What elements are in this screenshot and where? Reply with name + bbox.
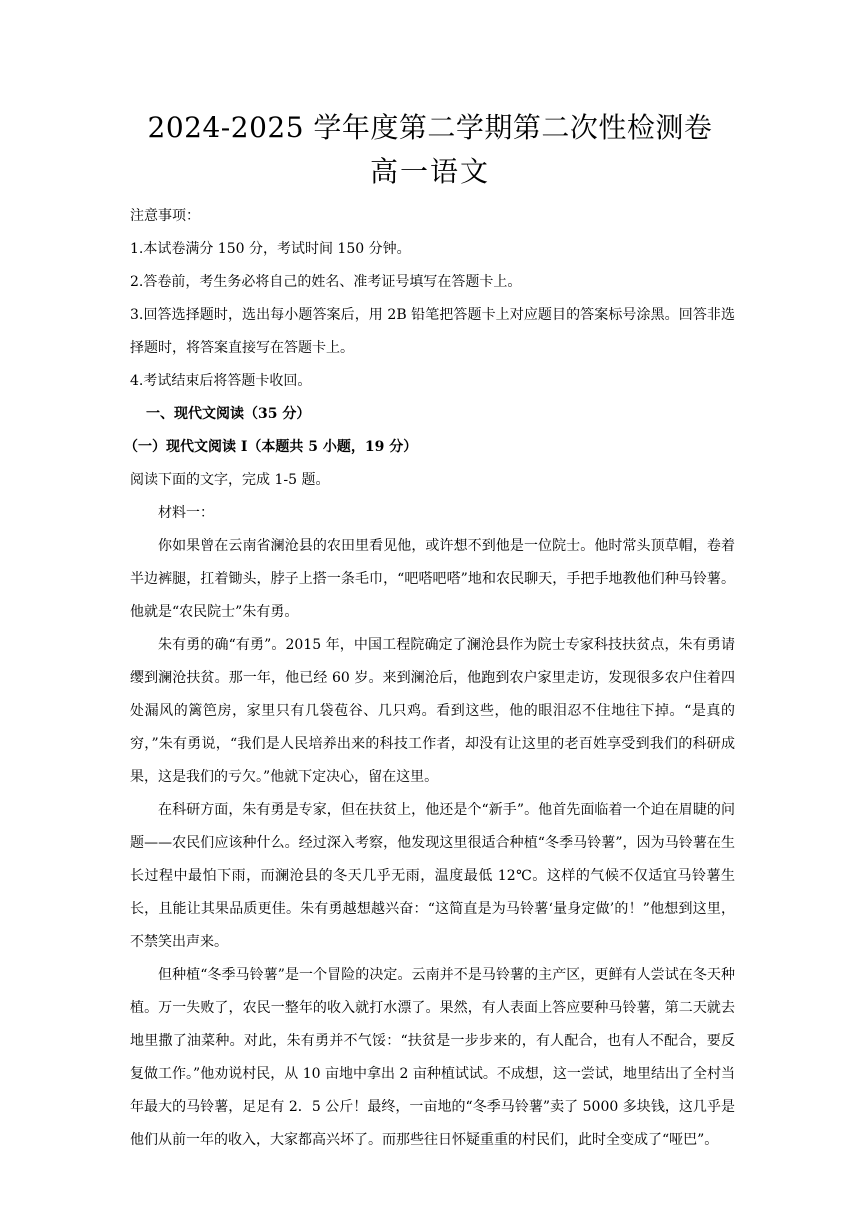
subject-title: 高一语文 bbox=[369, 155, 490, 188]
material-label: 材料一： bbox=[158, 505, 214, 521]
reading-instruction: 阅读下面的文字，完成 1-5 题。 bbox=[130, 472, 330, 488]
notice-item-1: 1.本试卷满分 150 分，考试时间 150 分钟。 bbox=[130, 241, 411, 257]
article-paragraph-2: 朱有勇的确“有勇”。2015 年，中国工程院确定了澜沧县作为院士专家科技扶贫点，朱有勇请缨到澜沧扶贫。那一年，他已经 60 岁。来到澜沧后，他跑到农户家里走访，发现很多农户住着四处漏风的篱笆房，家里只有几袋苞谷、几只鸡。看到这些，他的眼泪忍不住地往下掉。“是真的穷，”朱有勇说，“我们是人民培养出来的科技工作者，却没有让这里的老百姓享受到我们的科研成果，这是我们的亏欠。”他就下定决心，留在这里。 bbox=[130, 637, 735, 785]
exam-title: 2024-2025 学年度第二学期第二次性检测卷 bbox=[147, 111, 713, 144]
exam-body bbox=[124, 200, 735, 1157]
notice-heading: 注意事项： bbox=[130, 208, 200, 224]
notice-item-3: 3.回答选择题时，选出每小题答案后，用 2B 铅笔把答题卡上对应题目的答案标号涂黑。回答非选择题时，将答案直接写在答题卡上。 bbox=[130, 307, 735, 356]
article-paragraph-3: 在科研方面，朱有勇是专家，但在扶贫上，他还是个“新手”。他首先面临着一个迫在眉睫的问题——农民们应该种什么。经过深入考察，他发现这里很适合种植“冬季马铃薯”，因为马铃薯在生长过程中最怕下雨，而澜沧县的冬天几乎无雨，温度最低 12℃。这样的气候不仅适宜马铃薯生长，且能让其果品质更佳。朱有勇越想越兴奋：“这简直是为马铃薯‘量身定做’的！”他想到这里，不禁笑出声来。 bbox=[130, 802, 735, 950]
notice-item-2: 2.答卷前，考生务必将自己的姓名、准考证号填写在答题卡上。 bbox=[130, 274, 522, 290]
section-subheading: （一）现代文阅读 I（本题共 5 小题，19 分） bbox=[124, 439, 418, 455]
article-paragraph-1: 你如果曾在云南省澜沧县的农田里看见他，或许想不到他是一位院士。他时常头顶草帽，卷着半边裤腿，扛着锄头，脖子上搭一条毛巾，“吧嗒吧嗒”地和农民聊天，手把手地教他们种马铃薯。他就是“农民院士”朱有勇。 bbox=[130, 538, 735, 620]
section-heading: 一、现代文阅读（35 分） bbox=[146, 406, 311, 422]
article-paragraph-4: 但种植“冬季马铃薯”是一个冒险的决定。云南并不是马铃薯的主产区，更鲜有人尝试在冬天种植。万一失败了，农民一整年的收入就打水漂了。果然，有人表面上答应要种马铃薯，第二天就去地里撒了油菜种。对此，朱有勇并不气馁：“扶贫是一步步来的，有人配合，也有人不配合，要反复做工作。”他劝说村民，从 10 亩地中拿出 2 亩种植试试。不成想，这一尝试，地里结出了全村当年最大的马铃薯，足足有 2．5 公斤！最终，一亩地的“冬季马铃薯”卖了 5000 多块钱，这几乎是他们从前一年的收入，大家都高兴坏了。而那些往日怀疑重重的村民们，此时全变成了“哑巴”。 bbox=[130, 967, 735, 1148]
notice-item-4: 4.考试结束后将答题卡收回。 bbox=[130, 373, 312, 389]
